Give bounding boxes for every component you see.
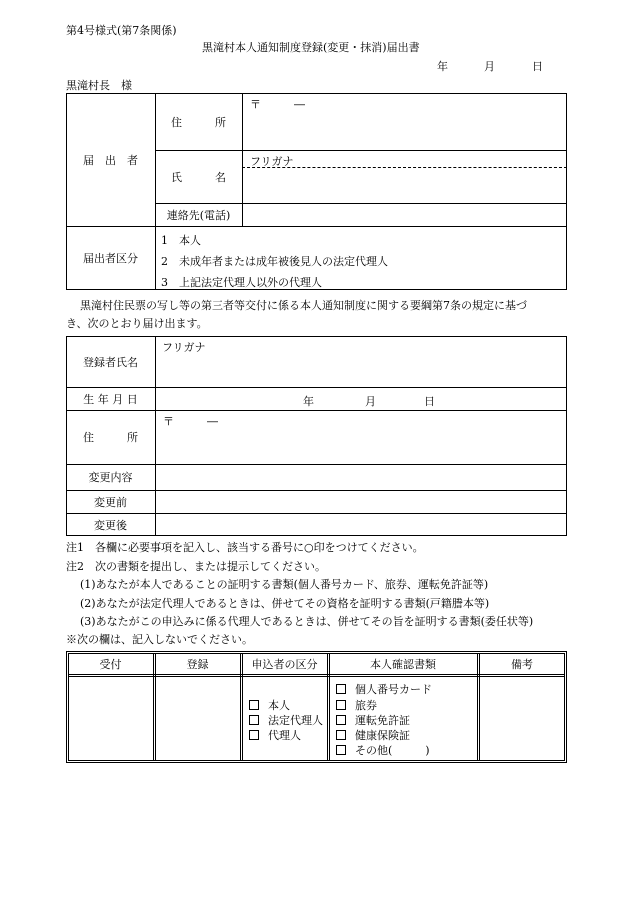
checkbox-icon — [249, 715, 259, 725]
checkbox-drivers-license[interactable]: 運転免許証 — [336, 712, 410, 728]
checkbox-other[interactable]: その他( ) — [336, 742, 430, 758]
name-input[interactable] — [245, 169, 563, 201]
after-input[interactable] — [160, 515, 562, 534]
checkbox-legal-representative[interactable]: 法定代理人 — [249, 712, 323, 728]
notifier-label: 届 出 者 — [83, 153, 138, 167]
postal-mark: 〒 ― — [250, 98, 305, 111]
form-title: 黒滝村本人通知制度登録(変更・抹消)届出書 — [202, 41, 420, 54]
note-1: 注1 各欄に必要事項を記入し、該当する番号に○印をつけてください。 — [66, 541, 424, 554]
phone-label: 連絡先(電話) — [166, 208, 231, 222]
note-2: 注2 次の書類を提出し、または提示してください。 — [66, 560, 326, 573]
date-month: 月 — [484, 60, 495, 73]
address-input[interactable] — [250, 101, 560, 147]
checkbox-health-insurance[interactable]: 健康保険証 — [336, 727, 410, 743]
date-day: 日 — [532, 60, 543, 73]
note-2-item-3: (3)あなたがこの申込みに係る代理人であるときは、併せてその旨を証明する書類(委任状等) — [80, 615, 534, 628]
name-label: 氏 名 — [171, 170, 226, 184]
after-label: 変更後 — [94, 518, 127, 532]
statement-line-2: き、次のとおり届け出ます。 — [66, 317, 208, 330]
address-label: 住 所 — [171, 115, 226, 129]
checkbox-icon — [249, 730, 259, 740]
checkbox-icon — [336, 745, 346, 755]
office-use-note: ※次の欄は、記入しないでください。 — [66, 633, 253, 646]
change-content-label: 変更内容 — [88, 471, 133, 484]
birth-month: 月 — [365, 395, 376, 408]
statement-line-1: 黒滝村住民票の写し等の第三者等交付に係る本人通知制度に関する要綱第7条の規定に基づ — [80, 299, 527, 312]
category-option-3[interactable]: 3 上記法定代理人以外の代理人 — [161, 276, 322, 289]
note-2-item-1: (1)あなたが本人であることの証明する書類(個人番号カード、旅券、運転免許証等) — [80, 578, 489, 591]
checkbox-icon — [249, 700, 259, 710]
before-label: 変更前 — [94, 495, 127, 509]
checkbox-my-number-card[interactable]: 個人番号カード — [336, 681, 432, 697]
header-registration: 登録 — [186, 657, 209, 671]
form-number: 第4号様式(第7条関係) — [66, 24, 177, 37]
registrant-furigana: フリガナ — [162, 341, 206, 354]
header-applicant-type: 申込者の区分 — [251, 657, 318, 671]
registrant-postal-mark: 〒 ― — [163, 415, 218, 428]
checkbox-passport[interactable]: 旅券 — [336, 697, 377, 713]
phone-input[interactable] — [245, 205, 563, 224]
registrant-address-label: 住 所 — [83, 431, 138, 444]
note-2-item-2: (2)あなたが法定代理人であるときは、併せてその資格を証明する書類(戸籍謄本等) — [80, 597, 490, 610]
checkbox-agent[interactable]: 代理人 — [249, 727, 301, 743]
registrant-name-label: 登録者氏名 — [83, 355, 138, 369]
header-id-documents: 本人確認書類 — [370, 657, 436, 671]
date-year: 年 — [437, 60, 448, 73]
change-content-input[interactable] — [160, 467, 562, 488]
birthdate-label: 生 年 月 日 — [83, 392, 138, 406]
category-label: 届出者区分 — [83, 252, 138, 265]
checkbox-self[interactable]: 本人 — [249, 697, 290, 713]
category-option-2[interactable]: 2 未成年者または成年被後見人の法定代理人 — [161, 255, 388, 268]
birth-day: 日 — [424, 395, 435, 408]
header-remarks: 備考 — [511, 657, 533, 671]
checkbox-icon — [336, 730, 346, 740]
furigana-label: フリガナ — [250, 155, 294, 168]
checkbox-icon — [336, 700, 346, 710]
before-input[interactable] — [160, 492, 562, 511]
category-option-1[interactable]: 1 本人 — [161, 234, 201, 247]
birth-year: 年 — [303, 395, 314, 408]
registrant-address-input[interactable] — [160, 428, 562, 461]
addressee: 黒滝村長 様 — [66, 79, 132, 92]
registrant-name-input[interactable] — [160, 353, 562, 384]
checkbox-icon — [336, 684, 346, 694]
checkbox-icon — [336, 715, 346, 725]
header-reception: 受付 — [99, 657, 122, 671]
